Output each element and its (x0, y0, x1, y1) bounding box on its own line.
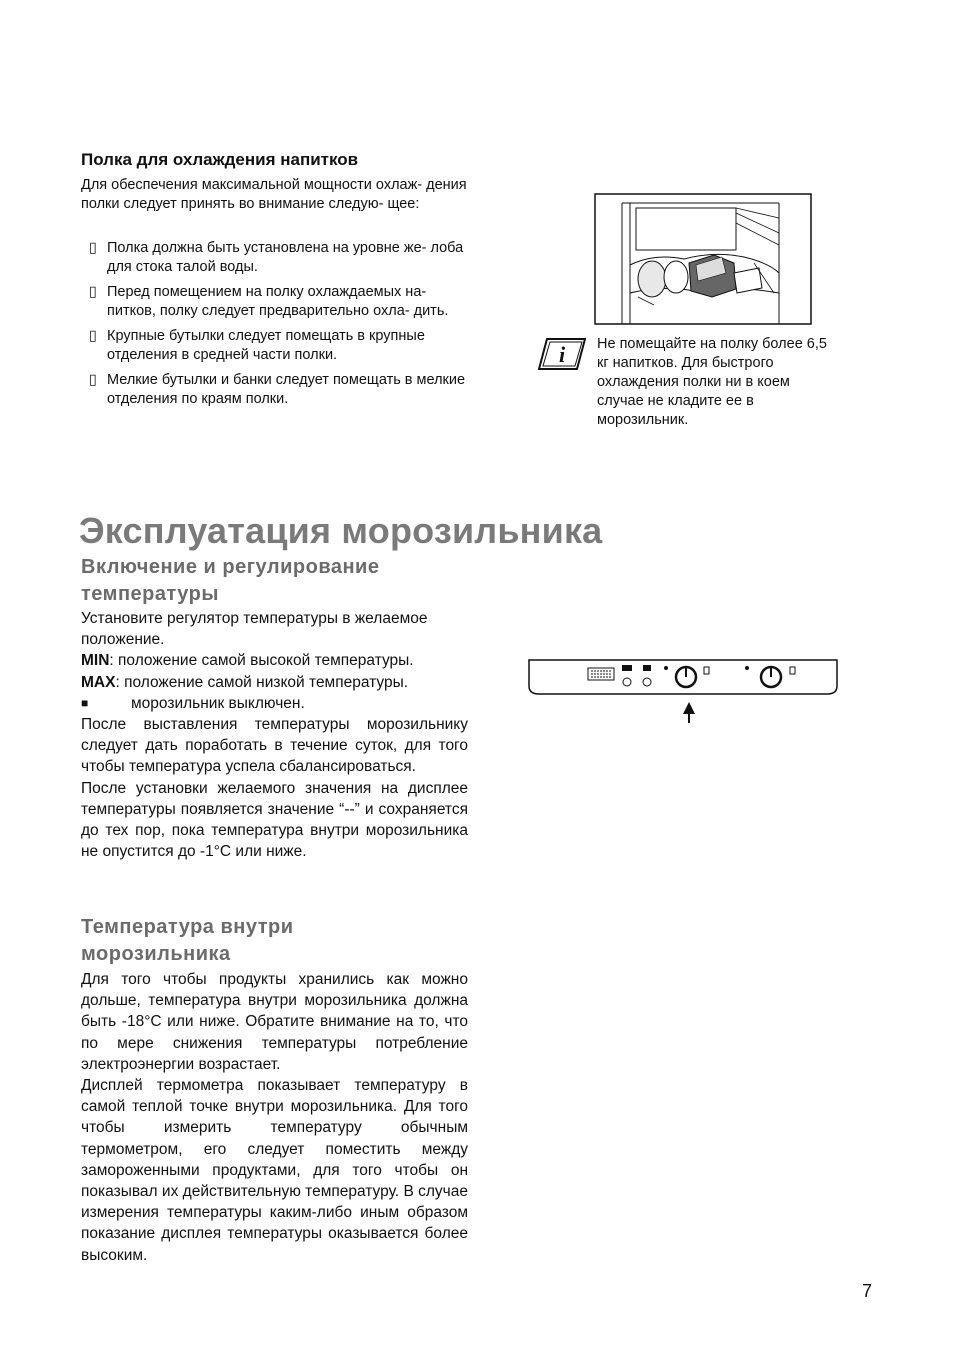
section-title-temperature-setting: Включение и регулирование температуры (81, 556, 380, 605)
shelf-intro: Для обеспечения максимальной мощности охлаж- дения полки следует принять во внимание следую- щее: (81, 177, 467, 212)
freezer-temperature-text (81, 969, 468, 1266)
info-icon-letter: i (558, 342, 566, 367)
paragraph: Для того чтобы продукты хранились как можно дольше, температура внутри морозильника должна быть -18°C или ниже. Обратите внимание на то, что по мере снижения температуры потребление электроэнергии возрастает. (81, 971, 468, 1073)
bullet-text: Крупные бутылки следует помещать в крупные отделения в средней части полки. (107, 328, 425, 363)
section-title-freezer-temperature: Температура внутри морозильника (81, 916, 294, 965)
bullet-text: Мелкие бутылки и банки следует помещать в мелкие отделения по краям полки. (107, 372, 466, 407)
list-item (89, 239, 477, 277)
shelf-heading: Полка для охлаждения напитков (81, 150, 359, 169)
bottle-shelf-illustration (594, 193, 812, 325)
shelf-weight-note: Не помещайте на полку более 6,5 кг напитков. Для быстрого охлаждения полки ни в коем случае не кладите ее в морозильник. (597, 336, 827, 428)
page-number: 7 (862, 1281, 873, 1301)
bullet-mark: ▯ (89, 328, 97, 344)
min-line: MIN: положение самой высокой температуры. (81, 652, 414, 670)
max-line: MAX: положение самой низкой температуры. (81, 673, 409, 691)
list-item (89, 283, 477, 321)
bullet-text: Перед помещением на полку охлаждаемых на- питков, полку следует предварительно охла- дить. (107, 284, 449, 319)
off-line: ■ морозильник выключен. (81, 693, 468, 714)
list-item (89, 327, 477, 365)
bullet-mark: ▯ (89, 240, 97, 256)
list-item (89, 371, 477, 409)
info-icon (538, 337, 586, 371)
min-label: MIN (81, 652, 110, 670)
max-label: MAX (81, 673, 116, 691)
paragraph: После выставления температуры морозильнику следует дать поработать в течение суток, для того чтобы температура успела сбалансироваться. (81, 716, 468, 776)
off-mark: ■ (81, 695, 89, 710)
paragraph: После установки желаемого значения на дисплее температуры появляется значение “--” и сохраняется до тех пор, пока температура внутри морозильника не опустится до -1°C или ниже. (81, 779, 468, 861)
temperature-setting-text (81, 608, 468, 862)
paragraph: Дисплей термометра показывает температуру в самой теплой точке внутри морозильника. Для того чтобы измерить температуру обычным термометром, его следует поместить между замороженными продуктами, для того чтобы он показывал их действительную температуру. В случае измерения температуры каким-либо иным образом показание дисплея температуры оказывается более высоким. (81, 1077, 468, 1264)
bullet-mark: ▯ (89, 372, 97, 388)
paragraph: Установите регулятор температуры в желаемое положение. (81, 610, 428, 649)
bullet-mark: ▯ (89, 284, 97, 300)
control-panel-illustration (527, 656, 840, 726)
shelf-bullet-list (89, 233, 477, 409)
bullet-text: Полка должна быть установлена на уровне же- лоба для стока талой воды. (107, 240, 464, 275)
page-title: Эксплуатация морозильника (79, 510, 603, 551)
